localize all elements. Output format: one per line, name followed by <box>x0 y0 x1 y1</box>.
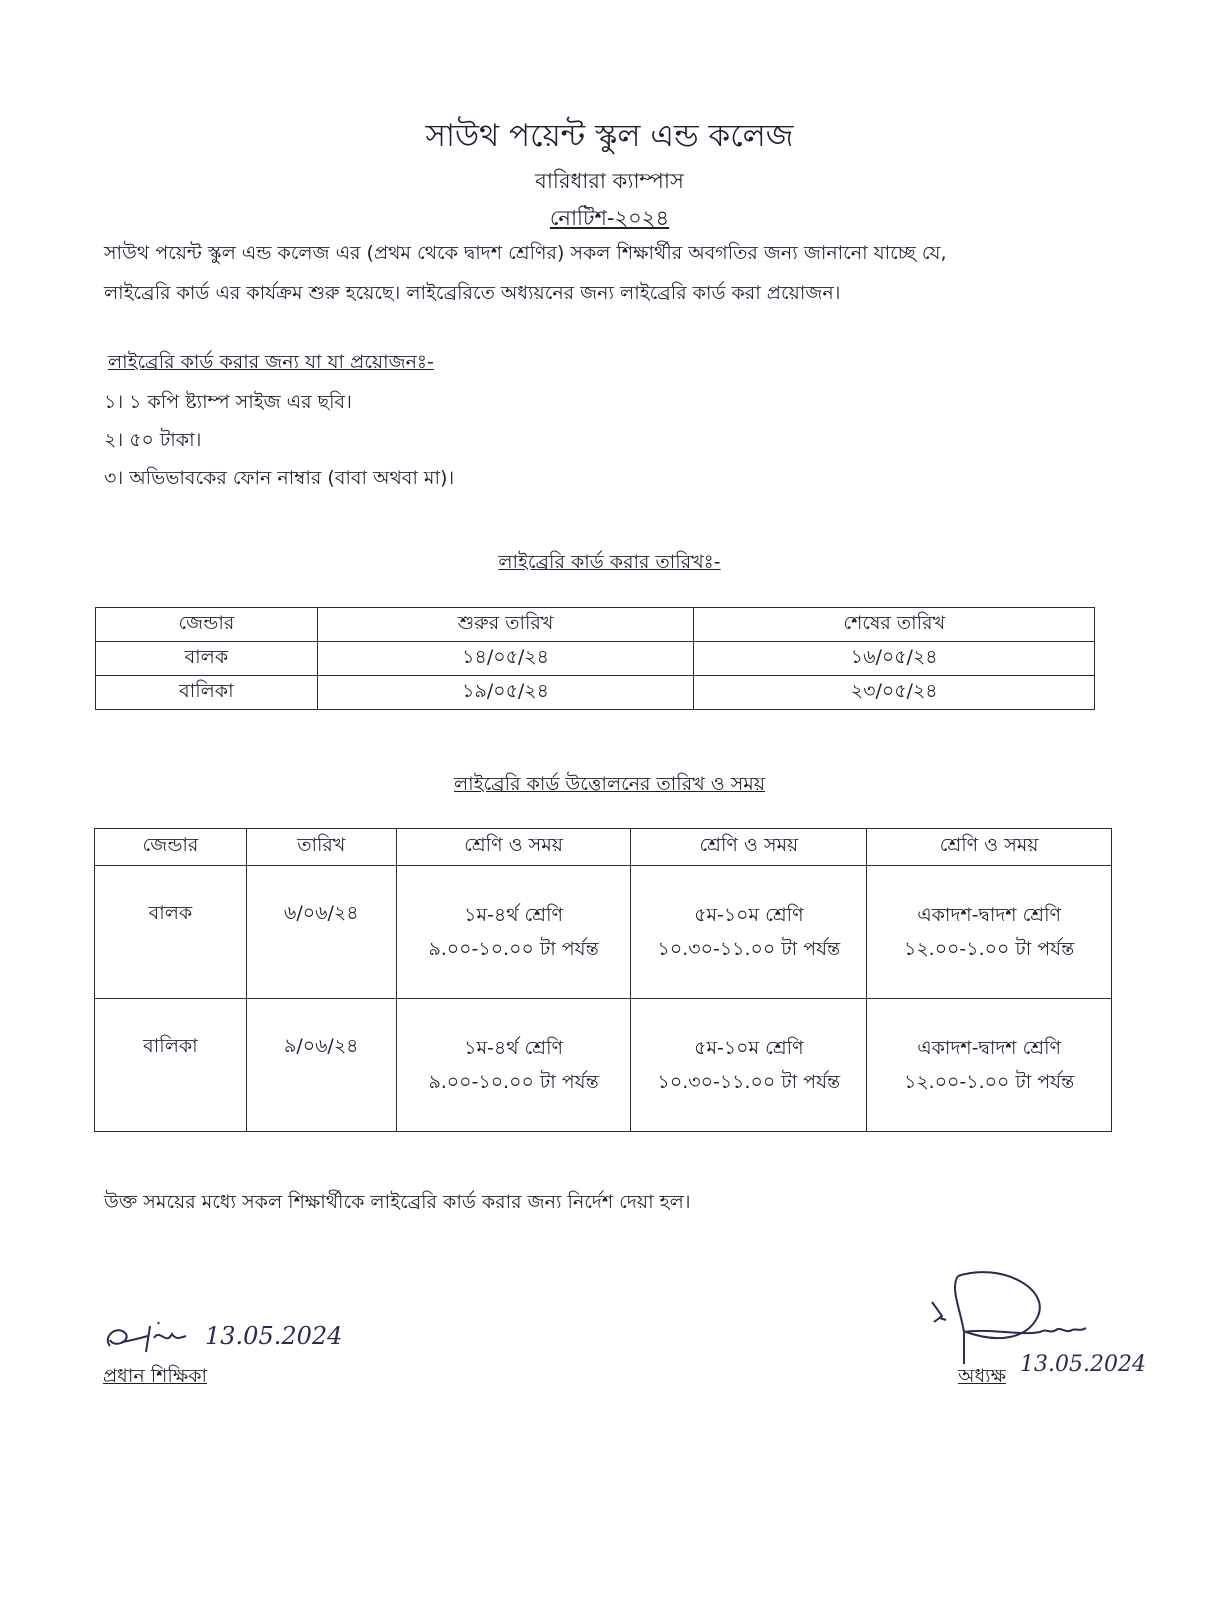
slot-time: ১২.০০-১.০০ টা পর্যন্ত <box>903 938 1075 960</box>
date-cell <box>246 999 396 1132</box>
column-header: শেষের তারিখ <box>694 608 1095 642</box>
signature-left <box>100 1318 200 1358</box>
slot-cell <box>867 999 1112 1132</box>
signature-left-title: প্রধান শিক্ষিকা <box>103 1365 208 1387</box>
slot-cell <box>396 866 631 999</box>
table-header-row <box>95 829 1112 866</box>
requirements-heading: লাইব্রেরি কার্ড করার জন্য যা যা প্রয়োজনঃ- <box>108 351 434 373</box>
closing-statement: উক্ত সময়ের মধ্যে সকল শিক্ষার্থীকে লাইব্রেরি কার্ড করার জন্য নির্দেশ দেয়া হল। <box>104 1191 691 1213</box>
slot-class: একাদশ-দ্বাদশ শ্রেণি <box>917 904 1062 926</box>
intro-paragraph <box>104 233 1104 313</box>
slot-cell <box>867 866 1112 999</box>
intro-line-1: সাউথ পয়েন্ট স্কুল এন্ড কলেজ এর (প্রথম থেকে দ্বাদশ শ্রেণির) সকল শিক্ষার্থীর অবগতির জন্য জানানো যাচ্ছে যে, <box>104 242 947 264</box>
table-row <box>95 866 1112 999</box>
table-cell: ১৯/০৫/২৪ <box>317 676 694 710</box>
slot-cell <box>631 866 867 999</box>
table-cell: ২৩/০৫/২৪ <box>694 676 1095 710</box>
signature-right-title: অধ্যক্ষ <box>958 1365 1007 1387</box>
column-header: শ্রেণি ও সময় <box>396 829 631 866</box>
slot-class: ১ম-৪র্থ শ্রেণি <box>464 904 563 926</box>
slot-time: ১০.৩০-১১.০০ টা পর্যন্ত <box>657 938 841 960</box>
slot-class: ৫ম-১০ম শ্রেণি <box>694 1037 804 1059</box>
registration-heading-text: লাইব্রেরি কার্ড করার তারিখঃ- <box>498 551 721 573</box>
requirement-item: ৩। অভিভাবকের ফোন নাম্বার (বাবা অথবা মা)। <box>104 467 455 489</box>
registration-heading <box>0 548 1219 580</box>
column-header: জেন্ডার <box>95 829 247 866</box>
gender-text: বালক <box>148 902 193 924</box>
table-row <box>96 676 1095 710</box>
notice-title <box>0 202 1219 237</box>
signature-right-date: 13.05.2024 <box>1020 1352 1146 1377</box>
column-header: শ্রেণি ও সময় <box>631 829 867 866</box>
column-header: শুরুর তারিখ <box>317 608 694 642</box>
gender-text: বালিকা <box>143 1035 198 1057</box>
requirement-item: ২। ৫০ টাকা। <box>104 429 202 451</box>
gender-cell <box>95 999 247 1132</box>
slot-time: ১২.০০-১.০০ টা পর্যন্ত <box>903 1071 1075 1093</box>
signature-left-date: 13.05.2024 <box>205 1322 343 1350</box>
table-cell: বালক <box>96 642 318 676</box>
institution-name: সাউথ পয়েন্ট স্কুল এন্ড কলেজ <box>425 118 794 154</box>
slot-class: একাদশ-দ্বাদশ শ্রেণি <box>917 1037 1062 1059</box>
table-header-row <box>96 608 1095 642</box>
table-row <box>96 642 1095 676</box>
collection-table <box>94 828 1112 1132</box>
registration-table <box>95 607 1095 710</box>
date-cell <box>246 866 396 999</box>
column-header: জেন্ডার <box>96 608 318 642</box>
column-header: শ্রেণি ও সময় <box>867 829 1112 866</box>
intro-line-2: লাইব্রেরি কার্ড এর কার্যক্রম শুরু হয়েছে। লাইব্রেরিতে অধ্যয়নের জন্য লাইব্রেরি কার্ড করা প্রয়োজন। <box>104 282 841 304</box>
collection-heading-text: লাইব্রেরি কার্ড উত্তোলনের তারিখ ও সময় <box>453 773 766 795</box>
slot-class: ৫ম-১০ম শ্রেণি <box>694 904 804 926</box>
date-text: ৬/০৬/২৪ <box>283 902 359 924</box>
slot-class: ১ম-৪র্থ শ্রেণি <box>464 1037 563 1059</box>
table-row <box>95 999 1112 1132</box>
slot-time: ১০.৩০-১১.০০ টা পর্যন্ত <box>657 1071 841 1093</box>
table-cell: ১৪/০৫/২৪ <box>317 642 694 676</box>
slot-time: ৯.০০-১০.০০ টা পর্যন্ত <box>428 1071 599 1093</box>
gender-cell <box>95 866 247 999</box>
campus-name: বারিধারা ক্যাম্পাস <box>535 169 684 193</box>
table-cell: বালিকা <box>96 676 318 710</box>
requirement-item: ১। ১ কপি ষ্ট্যাম্প সাইজ এর ছবি। <box>104 391 352 413</box>
slot-cell <box>631 999 867 1132</box>
slot-time: ৯.০০-১০.০০ টা পর্যন্ত <box>428 938 599 960</box>
date-text: ৯/০৬/২৪ <box>283 1035 359 1057</box>
slot-cell <box>396 999 631 1132</box>
table-cell: ১৬/০৫/২৪ <box>694 642 1095 676</box>
collection-heading <box>0 770 1219 802</box>
column-header: তারিখ <box>246 829 396 866</box>
notice-title-text: নোটিশ-২০২৪ <box>549 206 670 230</box>
